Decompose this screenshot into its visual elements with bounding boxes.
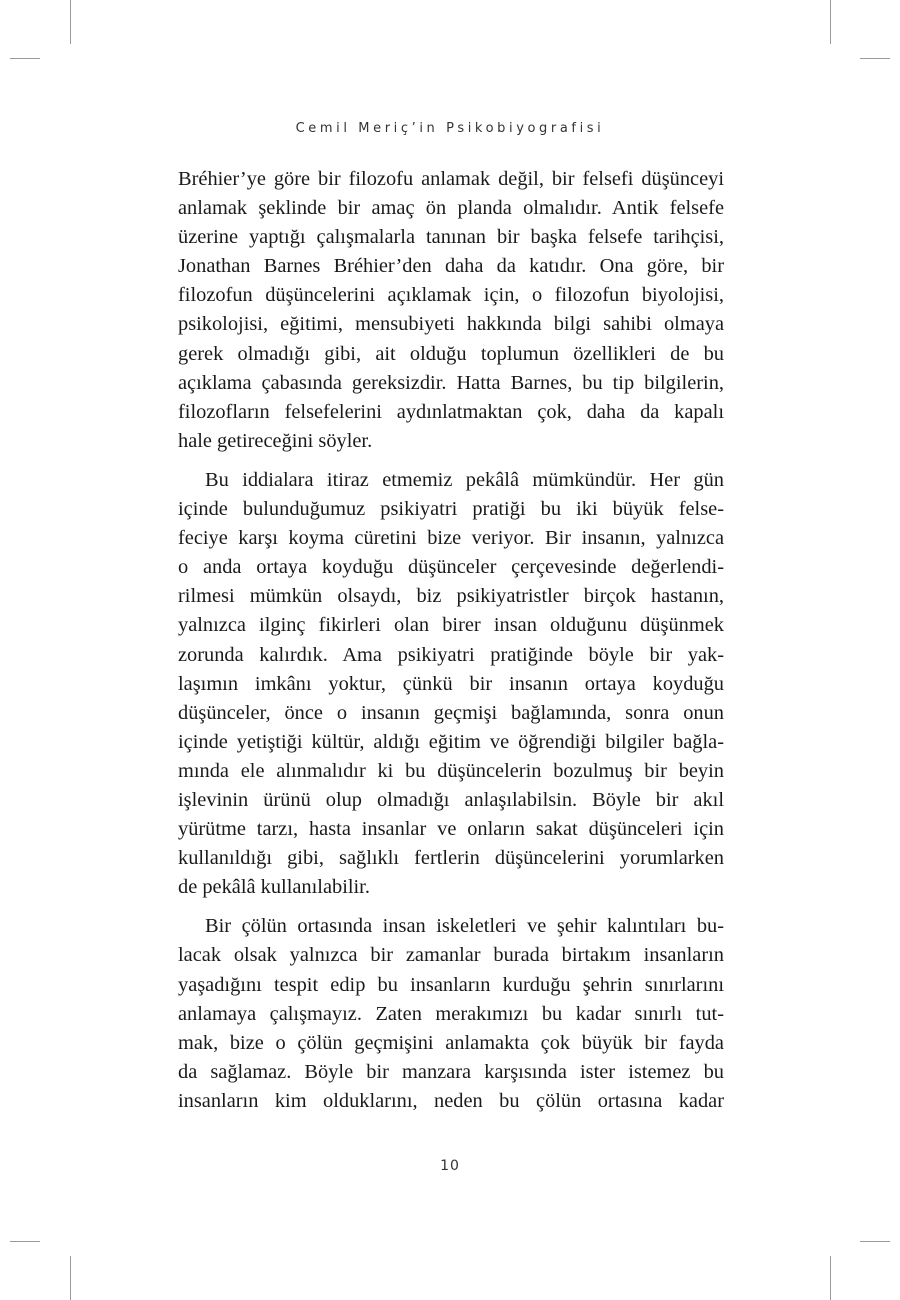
- text-line: açıklama çabasında gereksizdir. Hatta Barnes, bu tip bilgilerin,: [178, 371, 724, 394]
- text-line: anlamaya çalışmayız. Zaten merakımızı bu kadar sınırlı tut-: [178, 1002, 724, 1025]
- text-line: insanların kim olduklarını, neden bu çölün ortasına kadar: [178, 1089, 724, 1112]
- text-line: kullanıldığı gibi, sağlıklı fertlerin düşüncelerini yorumlarken: [178, 847, 724, 870]
- text-line: gerek olmadığı gibi, ait olduğu toplumun özellikleri de bu: [178, 342, 724, 365]
- text-line: o anda ortaya koyduğu düşünceler çerçevesinde değerlendi-: [178, 556, 724, 579]
- crop-mark-left-bottom: [10, 1241, 40, 1242]
- text-line: rilmesi mümkün olsaydı, biz psikiyatristler birçok hastanın,: [178, 585, 724, 608]
- text-line: içinde bulunduğumuz psikiyatri pratiği bu iki büyük felse-: [178, 498, 724, 521]
- text-line: düşünceler, önce o insanın geçmişi bağlamında, sonra onun: [178, 701, 724, 724]
- running-head: Cemil Meriç’in Psikobiyografisi: [295, 121, 605, 136]
- text-line: anlamak şeklinde bir amaç ön planda olmalıdır. Antik felsefe: [178, 197, 724, 220]
- text-line: mında ele alınmalıdır ki bu düşüncelerin bozulmuş bir beyin: [178, 759, 724, 782]
- paragraph-3: [178, 912, 724, 1116]
- text-line: yaşadığını tespit edip bu insanların kurduğu şehrin sınırlarını: [178, 973, 724, 996]
- text-line: hale getireceğini söyler.: [178, 429, 373, 452]
- crop-mark-top-left: [70, 0, 71, 44]
- text-line: işlevinin ürünü olup olmadığı anlaşılabilsin. Böyle bir akıl: [178, 788, 724, 811]
- text-line: filozofların felsefelerini aydınlatmaktan çok, daha da kapalı: [178, 400, 724, 423]
- text-line: da sağlamaz. Böyle bir manzara karşısında ister istemez bu: [178, 1060, 724, 1083]
- text-line: filozofun düşüncelerini açıklamak için, o filozofun biyolojisi,: [178, 284, 724, 307]
- page-number: 10: [440, 1158, 460, 1174]
- text-line: yalnızca ilginç fikirleri olan birer insan olduğunu düşünmek: [178, 614, 724, 637]
- body-text: [178, 165, 724, 1116]
- text-line: yürütme tarzı, hasta insanlar ve onların sakat düşünceleri için: [178, 818, 724, 841]
- text-line: laşımın imkânı yoktur, çünkü bir insanın ortaya koyduğu: [178, 672, 724, 695]
- text-line: mak, bize o çölün geçmişini anlamakta çok büyük bir fayda: [178, 1031, 724, 1054]
- crop-mark-right-top: [860, 58, 890, 59]
- crop-mark-bottom-left: [70, 1256, 71, 1300]
- text-line: zorunda kalırdık. Ama psikiyatri pratiğinde böyle bir yak-: [178, 643, 724, 666]
- text-line: Bu iddialara itiraz etmemiz pekâlâ mümkündür. Her gün: [205, 468, 724, 491]
- text-line: de pekâlâ kullanılabilir.: [178, 876, 370, 899]
- crop-mark-left-top: [10, 58, 40, 59]
- crop-mark-top-right: [830, 0, 831, 44]
- text-line: feciye karşı koyma cüretini bize veriyor. Bir insanın, yalnızca: [178, 527, 724, 550]
- crop-mark-bottom-right: [830, 1256, 831, 1300]
- text-line: Jonathan Barnes Bréhier’den daha da katıdır. Ona göre, bir: [178, 255, 724, 278]
- paragraph-2: [178, 466, 724, 902]
- text-line: üzerine yaptığı çalışmalarla tanınan bir başka felsefe tarihçisi,: [178, 226, 724, 249]
- paragraph-1: [178, 165, 724, 456]
- text-line: Bréhier’ye göre bir filozofu anlamak değil, bir felsefi düşünceyi: [178, 168, 724, 190]
- crop-mark-right-bottom: [860, 1241, 890, 1242]
- text-line: psikolojisi, eğitimi, mensubiyeti hakkında bilgi sahibi olmaya: [178, 313, 724, 336]
- text-line: Bir çölün ortasında insan iskeletleri ve şehir kalıntıları bu-: [205, 915, 724, 938]
- text-line: lacak olsak yalnızca bir zamanlar burada birtakım insanların: [178, 944, 724, 967]
- text-line: içinde yetiştiği kültür, aldığı eğitim ve öğrendiği bilgiler bağla-: [178, 730, 724, 753]
